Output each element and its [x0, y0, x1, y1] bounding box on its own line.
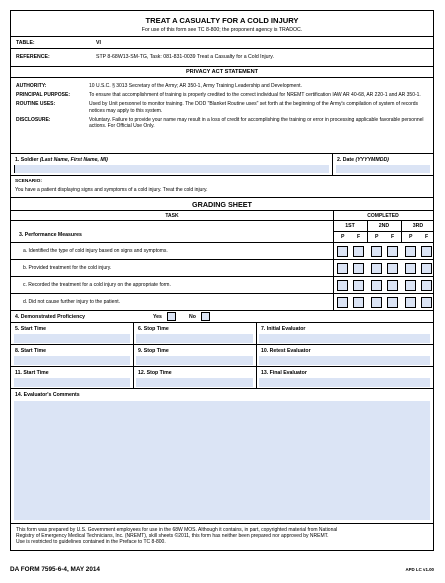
- measure-row: [11, 260, 433, 277]
- fail-checkbox[interactable]: [353, 280, 364, 291]
- pf-label: P: [409, 234, 413, 240]
- time-row: [11, 367, 433, 389]
- attempts-header: [11, 221, 433, 243]
- pass-checkbox[interactable]: [371, 280, 382, 291]
- stop-time-input[interactable]: [136, 378, 253, 387]
- start-time-input[interactable]: [14, 356, 130, 365]
- measure-text: b. Provided treatment for the cold injury.: [23, 265, 112, 271]
- pass-checkbox[interactable]: [371, 246, 382, 257]
- pf-label: P: [341, 234, 345, 240]
- start-time-input[interactable]: [14, 378, 130, 387]
- grading-heading: GRADING SHEET: [192, 200, 252, 209]
- stop-time-input[interactable]: [136, 356, 253, 365]
- proficiency-row: [11, 311, 433, 323]
- measure-row: [11, 243, 433, 260]
- no-label: No: [189, 314, 196, 320]
- fail-checkbox[interactable]: [387, 263, 398, 274]
- time-row: [11, 345, 433, 367]
- pass-checkbox[interactable]: [337, 297, 348, 308]
- form-subtitle: For use of this form see TC 8-800; the proponent agency is TRADOC.: [141, 27, 303, 33]
- no-checkbox[interactable]: [201, 312, 210, 321]
- table-value: VI: [96, 40, 101, 46]
- comments-input[interactable]: [14, 401, 430, 520]
- fail-checkbox[interactable]: [421, 280, 432, 291]
- reference-value: STP 8-68W13-SM-TG, Task: 081-831-0039 Treat a Casualty for a Cold Injury.: [96, 54, 274, 60]
- footer-note: [11, 524, 433, 550]
- fail-checkbox[interactable]: [353, 263, 364, 274]
- initial-evaluator-input[interactable]: [259, 334, 430, 343]
- pass-checkbox[interactable]: [371, 263, 382, 274]
- authority-row: [11, 83, 433, 89]
- task-completed-row: [11, 211, 433, 221]
- form-id: DA FORM 7595-6-4, MAY 2014: [10, 566, 100, 573]
- fail-checkbox[interactable]: [387, 280, 398, 291]
- privacy-heading: PRIVACY ACT STATEMENT: [11, 67, 433, 78]
- comments-label: 14. Evaluator's Comments: [15, 392, 80, 398]
- soldier-cell: 1. Soldier (Last Name, First Name, MI): [11, 154, 333, 175]
- fail-checkbox[interactable]: [421, 297, 432, 308]
- stop-time-label: 6. Stop Time: [138, 326, 169, 332]
- fail-checkbox[interactable]: [421, 263, 432, 274]
- pass-checkbox[interactable]: [405, 297, 416, 308]
- final-evaluator-label: 13. Final Evaluator: [261, 370, 307, 376]
- reference-row: [11, 49, 433, 67]
- pass-checkbox[interactable]: [405, 280, 416, 291]
- soldier-name-input[interactable]: [14, 165, 329, 173]
- final-evaluator-input[interactable]: [259, 378, 430, 387]
- footer-line-3: Use is restricted to guidelines contained in the Preface to TC 8-800.: [16, 539, 166, 546]
- disclosure-text: Voluntary. Failure to provide your name may result in a loss of credit for accomplishing the training or error in processing applicable favorable personnel actions. For Official Use Only.: [89, 116, 424, 130]
- purpose-text: To ensure that accomplishment of training is properly credited to the correct individual for NREMT certification IAW AR 40-68, AR 220-1 and AR 350-1.: [89, 92, 421, 99]
- footer-line-2: Registry of Emergency Medical Technicians, Inc. (NREMT), skill sheets ©2011, this form has neither been prepared nor approved by NREMT.: [16, 533, 329, 540]
- routine-uses-row: [11, 101, 433, 113]
- privacy-act-section: [11, 67, 433, 154]
- pf-label: F: [357, 234, 361, 240]
- routine-text: Used by Unit personnel to monitor training. The DOD "Blanket Routine uses" set forth at the beginning of the Army's compilation of system of records notices may apply to this system.: [89, 101, 419, 114]
- retest-evaluator-input[interactable]: [259, 356, 430, 365]
- start-time-input[interactable]: [14, 334, 130, 343]
- start-time-label: 8. Start Time: [15, 348, 47, 354]
- date-cell: 2. Date (YYYYMMDD): [333, 154, 433, 175]
- time-row: [11, 323, 433, 345]
- form-title: TREAT A CASUALTY FOR A COLD INJURY: [145, 16, 299, 25]
- attempt-1st: 1ST: [345, 223, 355, 229]
- performance-measures-label: 3. Performance Measures: [19, 232, 82, 238]
- measure-text: c. Recorded the treatment for a cold injury on the appropriate form.: [23, 282, 171, 288]
- start-time-label: 11. Start Time: [15, 370, 49, 376]
- measure-row: [11, 277, 433, 294]
- yes-checkbox[interactable]: [167, 312, 176, 321]
- fail-checkbox[interactable]: [421, 246, 432, 257]
- retest-evaluator-label: 10. Retest Evaluator: [261, 348, 311, 354]
- authority-label: AUTHORITY:: [16, 83, 47, 89]
- task-header: TASK: [165, 213, 179, 219]
- pf-label: P: [375, 234, 379, 240]
- stop-time-label: 12. Stop Time: [138, 370, 172, 376]
- form-header: [11, 11, 433, 37]
- reference-label: REFERENCE:: [16, 54, 50, 60]
- stop-time-label: 9. Stop Time: [138, 348, 169, 354]
- purpose-label: PRINCIPAL PURPOSE:: [16, 92, 70, 99]
- da-form: [10, 10, 434, 551]
- routine-label: ROUTINE USES:: [16, 101, 56, 108]
- scenario-section: [11, 176, 433, 198]
- pass-checkbox[interactable]: [405, 263, 416, 274]
- date-input[interactable]: [336, 165, 430, 173]
- pass-checkbox[interactable]: [405, 246, 416, 257]
- table-row: [11, 37, 433, 49]
- form-version: APD LC v1.00: [405, 567, 434, 572]
- completed-header: COMPLETED: [367, 213, 399, 219]
- soldier-date-row: [11, 154, 433, 176]
- authority-text: 10 U.S.C. § 3013 Secretary of the Army; AR 350-1, Army Training Leadership and Development.: [89, 83, 302, 89]
- attempt-2nd: 2ND: [378, 223, 390, 229]
- pass-checkbox[interactable]: [337, 263, 348, 274]
- disclosure-row: [11, 117, 433, 129]
- attempt-3rd: 3RD: [412, 223, 424, 229]
- table-label: TABLE:: [16, 40, 35, 46]
- fail-checkbox[interactable]: [353, 246, 364, 257]
- pass-checkbox[interactable]: [371, 297, 382, 308]
- purpose-row: [11, 92, 433, 98]
- pass-checkbox[interactable]: [337, 246, 348, 257]
- grading-heading-row: [11, 198, 433, 211]
- scenario-label: SCENARIO:: [15, 179, 42, 184]
- scenario-text: You have a patient displaying signs and symptoms of a cold injury. Treat the cold injury.: [15, 187, 208, 193]
- fail-checkbox[interactable]: [387, 246, 398, 257]
- stop-time-input[interactable]: [136, 334, 253, 343]
- fail-checkbox[interactable]: [387, 297, 398, 308]
- measure-text: a. Identified the type of cold injury based on signs and symptoms.: [23, 248, 168, 254]
- comments-section: [11, 389, 433, 524]
- measure-row: [11, 294, 433, 311]
- start-time-label: 5. Start Time: [15, 326, 47, 332]
- pf-label: F: [391, 234, 395, 240]
- footer-line-1: This form was prepared by U.S. Government employees for use in the 68W MOS. Although it contains, in part, copyrighted material from National: [16, 527, 338, 533]
- fail-checkbox[interactable]: [353, 297, 364, 308]
- initial-evaluator-label: 7. Initial Evaluator: [261, 326, 306, 332]
- yes-label: Yes: [153, 314, 162, 320]
- proficiency-label: 4. Demonstrated Proficiency: [15, 314, 86, 320]
- measure-text: d. Did not cause further injury to the patient.: [23, 299, 120, 305]
- pass-checkbox[interactable]: [337, 280, 348, 291]
- pf-label: F: [425, 234, 429, 240]
- disclosure-label: DISCLOSURE:: [16, 116, 51, 123]
